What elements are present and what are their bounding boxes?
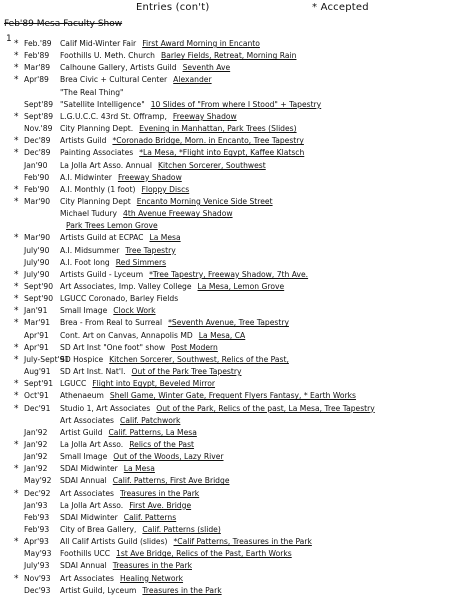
entry-row <box>14 293 460 305</box>
entry-works: Seventh Ave <box>182 63 231 73</box>
entry-row <box>14 500 460 512</box>
entry-row <box>14 415 460 427</box>
entry-date: Dec'92 <box>24 488 51 498</box>
entry-works: Park Trees Lemon Grove <box>66 221 158 231</box>
entry-venue: "Satellite Intelligence" <box>60 99 145 109</box>
entry-venue: Painting Associates <box>60 148 134 158</box>
accepted-legend: * Accepted <box>312 2 369 13</box>
entry-venue: Athenaeum <box>60 391 104 401</box>
entry-date: Feb.'89 <box>24 39 52 48</box>
entry-venue: Art Associates <box>60 415 115 425</box>
entry-date: Sept'90 <box>24 282 54 291</box>
entry-works: Calif. Patterns, La Mesa <box>108 427 197 437</box>
entry-works: Calif. Patterns (slide) <box>142 525 221 534</box>
entry-date: July-Sept'91 <box>24 354 70 364</box>
entry-row <box>14 99 460 111</box>
entry-venue: Calhoune Gallery, Artists Guild <box>60 63 177 73</box>
entry-works: Out of the Woods, Lazy River <box>113 452 224 462</box>
entry-star: * <box>14 196 19 207</box>
entry-date: July'93 <box>24 561 50 571</box>
entry-date: Jan'90 <box>24 160 48 170</box>
entry-venue: SDAI Annual <box>60 561 107 571</box>
entry-star: * <box>14 354 19 365</box>
entry-star: * <box>14 148 19 159</box>
entry-row <box>14 488 460 500</box>
entry-star: * <box>14 573 19 584</box>
entry-works: Flight into Egypt, Beveled Mirror <box>92 379 216 389</box>
entry-works: *Seventh Avenue, Tree Tapestry <box>168 318 289 328</box>
entry-works: La Mesa <box>123 464 155 474</box>
entry-star: * <box>14 269 19 280</box>
entry-venue: Foothills UCC <box>60 549 111 559</box>
entry-date: Jan'91 <box>24 306 48 316</box>
entry-row <box>14 427 460 439</box>
entry-venue: Artists Guild - Lyceum <box>60 269 144 279</box>
list-number: 1 <box>6 34 12 44</box>
entry-works: Post Modern <box>171 342 218 352</box>
entry-star: * <box>14 75 19 86</box>
entry-works: Treasures in the Park <box>112 561 192 571</box>
entry-venue: LGUCC <box>60 379 87 389</box>
entry-row <box>14 524 460 536</box>
entry-works: Relics of the Past <box>129 439 195 449</box>
entry-date: Sept'90 <box>24 294 54 304</box>
entry-star: * <box>14 63 19 74</box>
entry-row <box>14 232 460 244</box>
entry-date: Nov.'89 <box>24 124 53 134</box>
entry-row <box>14 74 460 86</box>
entry-star: * <box>14 379 19 390</box>
entry-works: Red Simmers <box>115 257 167 267</box>
entry-venue: Foothills U. Meth. Church <box>60 51 155 61</box>
entry-venue: Calif Mid-Winter Fair <box>60 39 137 48</box>
entry-works: 10 Slides of "From where I Stood" + Tapestry <box>150 99 322 109</box>
entry-row <box>14 160 460 172</box>
entry-works: Shell Game, Winter Gate, Frequent Flyers Fantasy, * Earth Works <box>109 391 357 401</box>
entry-star: * <box>14 233 19 244</box>
entry-date: Apr'91 <box>24 342 49 352</box>
entry-row <box>14 123 460 135</box>
entry-venue: La Jolla Art Asso. <box>60 500 124 510</box>
entry-venue: SDAI Midwinter <box>60 512 118 522</box>
entry-works: Freeway Shadow <box>117 172 182 182</box>
entry-row <box>14 451 460 463</box>
struck-out-title: Feb'89 Mesa Faculty Show <box>4 19 123 29</box>
entry-works: Clock Work <box>113 306 156 316</box>
entry-works: Out of the Park Tree Tapestry <box>131 367 242 377</box>
entry-works: *Tree Tapestry, Freeway Shadow, 7th Ave. <box>149 269 309 279</box>
entry-row <box>14 184 460 196</box>
entry-venue: Studio 1, Art Associates <box>60 403 151 413</box>
entry-row <box>14 342 460 354</box>
entry-row <box>14 573 460 585</box>
entry-date: Dec'89 <box>24 148 51 158</box>
entry-venue: Artist Guild <box>60 427 103 437</box>
entry-date: Dec'91 <box>24 403 51 413</box>
entry-works: Calif. Patchwork <box>120 415 181 425</box>
entry-venue: La Jolla Art Asso. Annual <box>60 160 153 170</box>
entry-star: * <box>14 294 19 305</box>
entry-works: *La Mesa, *Flight into Egypt, Kaffee Klatsch <box>139 148 305 158</box>
entry-row <box>14 257 460 269</box>
entry-row <box>14 172 460 184</box>
entry-venue: SD Hospice <box>60 354 104 364</box>
entry-venue: Art Associates, Imp. Valley College <box>60 282 192 291</box>
entry-star: * <box>14 318 19 329</box>
entry-works: Floppy Discs <box>141 184 190 194</box>
entry-star: * <box>14 488 19 499</box>
entry-date: Feb'90 <box>24 172 50 182</box>
entry-row <box>14 305 460 317</box>
entry-star: * <box>14 282 19 292</box>
entry-venue: Small Image <box>60 452 108 462</box>
entry-row <box>14 403 460 415</box>
entry-date: May'92 <box>24 476 52 486</box>
entry-venue: City of Brea Gallery, <box>60 525 137 534</box>
entry-star: * <box>14 391 19 402</box>
entry-works: Treasures in the Park <box>120 488 200 498</box>
entry-date: Mar'90 <box>24 233 51 243</box>
entry-row <box>14 548 460 560</box>
entry-works: La Mesa <box>149 233 181 243</box>
entry-venue: A.I. Monthly (1 foot) <box>60 184 136 194</box>
entry-works: First Ave. Bridge <box>129 500 192 510</box>
entry-venue: A.I. Midsummer <box>60 245 120 255</box>
entry-date: Jan'92 <box>24 464 48 474</box>
entry-star: * <box>14 136 19 147</box>
entry-row <box>14 147 460 159</box>
entry-works: Kitchen Sorcerer, Southwest <box>158 160 266 170</box>
entry-works: Freeway Shadow <box>172 111 237 121</box>
entry-venue: City Planning Dept <box>60 196 131 206</box>
page-title: Entries (con't) <box>136 2 210 13</box>
entry-date: Mar'90 <box>24 196 51 206</box>
entry-date: Sept'91 <box>24 379 54 389</box>
entry-date: Feb'93 <box>24 512 50 522</box>
entry-date: Feb'90 <box>24 184 50 194</box>
entry-works: Alexander <box>173 75 212 85</box>
entry-date: Nov'93 <box>24 573 51 583</box>
entry-row <box>14 196 460 208</box>
entry-star: * <box>14 306 19 317</box>
entry-star: * <box>14 403 19 414</box>
entry-venue: Michael Tudury <box>60 209 118 219</box>
entry-star: * <box>14 39 19 49</box>
entry-date: Aug'91 <box>24 367 51 377</box>
entry-works: *Coronado Bridge, Morn. in Encanto, Tree Tapestry <box>112 136 304 146</box>
entry-row <box>14 111 460 123</box>
entry-works: Kitchen Sorcerer, Southwest, Relics of the Past, <box>109 354 289 364</box>
entry-row <box>14 38 460 50</box>
entry-row <box>14 439 460 451</box>
entry-row <box>14 62 460 74</box>
entry-date: Apr'89 <box>24 75 49 85</box>
entry-star: * <box>14 342 19 353</box>
entry-date: Sept'89 <box>24 111 54 121</box>
entry-row <box>14 378 460 390</box>
entry-venue: A.I. Midwinter <box>60 172 112 182</box>
entry-row <box>14 208 460 220</box>
entry-works: Treasures in the Park <box>142 585 222 595</box>
entry-row <box>14 317 460 329</box>
entry-venue: SDAI Annual <box>60 476 107 486</box>
entry-venue: LGUCC Coronado, Barley Fields <box>60 294 179 304</box>
entry-star: * <box>14 537 19 548</box>
entry-date: Jan'93 <box>24 500 48 510</box>
entry-star: * <box>14 184 19 195</box>
entry-star: * <box>14 464 19 475</box>
entry-works: 4th Avenue Freeway Shadow <box>123 209 233 219</box>
entry-works: Healing Network <box>120 573 184 583</box>
entry-row <box>14 366 460 378</box>
entry-row <box>14 390 460 402</box>
entry-row <box>14 50 460 62</box>
entry-venue: L.G.U.C.C. 43rd St. Offramp, <box>60 111 167 121</box>
entry-venue: "The Real Thing" <box>60 87 124 97</box>
entry-date: Feb'89 <box>24 51 50 61</box>
entry-row <box>14 135 460 147</box>
entry-row <box>14 281 460 293</box>
entry-works: La Mesa, CA <box>198 330 246 340</box>
entry-venue: Artists Guild at ECPAC <box>60 233 144 243</box>
entry-venue: All Calif Artists Guild (slides) <box>60 537 168 547</box>
entry-works: Barley Fields, Retreat, Morning Rain <box>160 51 297 61</box>
entry-date: July'90 <box>24 257 50 267</box>
entry-date: Apr'91 <box>24 330 49 340</box>
entry-date: Oct'91 <box>24 391 49 401</box>
entry-venue: Cont. Art on Canvas, Annapolis MD <box>60 330 193 340</box>
entry-date: Apr'93 <box>24 537 49 547</box>
entry-venue: Art Associates <box>60 573 115 583</box>
entry-works: Out of the Park, Relics of the past, La Mesa, Tree Tapestry <box>156 403 375 413</box>
entry-venue: SDAI Midwinter <box>60 464 118 474</box>
entry-row <box>14 536 460 548</box>
entry-row <box>14 245 460 257</box>
entry-star: * <box>14 439 19 450</box>
entry-venue: La Jolla Art Asso. <box>60 439 124 449</box>
entry-works: Evening in Manhattan, Park Trees (Slides) <box>139 124 297 134</box>
entry-venue: A.I. Foot long <box>60 257 110 267</box>
entry-row <box>14 463 460 475</box>
entry-date: Dec'89 <box>24 136 51 146</box>
entry-date: Dec'93 <box>24 585 51 595</box>
entry-venue: SD Art Inst "One foot" show <box>60 342 166 352</box>
entry-venue: Artist Guild, Lyceum <box>60 585 137 595</box>
entry-row <box>14 220 460 232</box>
entry-venue: City Planning Dept. <box>60 124 134 134</box>
entry-date: May'93 <box>24 549 52 559</box>
entry-venue: Artists Guild <box>60 136 107 146</box>
entry-date: Jan'92 <box>24 439 48 449</box>
entry-row <box>14 354 460 366</box>
entry-date: July'90 <box>24 269 50 279</box>
entry-date: Sept'89 <box>24 99 54 109</box>
entry-venue: Brea Civic + Cultural Center <box>60 75 168 85</box>
entry-venue: Small Image <box>60 306 108 316</box>
entry-date: Jan'92 <box>24 427 48 437</box>
entry-row <box>14 87 460 99</box>
entry-date: Mar'89 <box>24 63 51 73</box>
entry-row <box>14 475 460 487</box>
entry-venue: Art Associates <box>60 488 115 498</box>
entry-works: Calif. Patterns <box>123 512 177 522</box>
entry-row <box>14 560 460 572</box>
entry-row <box>14 585 460 597</box>
entry-date: July'90 <box>24 245 50 255</box>
entry-venue: Brea - From Real to Surreal <box>60 318 163 328</box>
entry-works: Encanto Morning Venice Side Street <box>136 196 273 206</box>
entry-works: *Calif Patterns, Treasures in the Park <box>173 537 312 547</box>
entry-row <box>14 269 460 281</box>
entry-row <box>14 330 460 342</box>
entry-star: * <box>14 111 19 122</box>
entry-date: Feb'93 <box>24 525 50 534</box>
entry-works: La Mesa, Lemon Grove <box>197 282 285 291</box>
entry-works: 1st Ave Bridge, Relics of the Past, Earth Works <box>116 549 292 559</box>
entry-date: Mar'91 <box>24 318 51 328</box>
entry-works: Calif. Patterns, First Ave Bridge <box>112 476 230 486</box>
entry-row <box>14 512 460 524</box>
entry-works: First Award Morning in Encanto <box>142 39 260 48</box>
entry-date: Jan'92 <box>24 452 48 462</box>
entry-venue: SD Art Inst. Nat'l. <box>60 367 126 377</box>
entry-works: Tree Tapestry <box>125 245 176 255</box>
entry-star: * <box>14 51 19 62</box>
